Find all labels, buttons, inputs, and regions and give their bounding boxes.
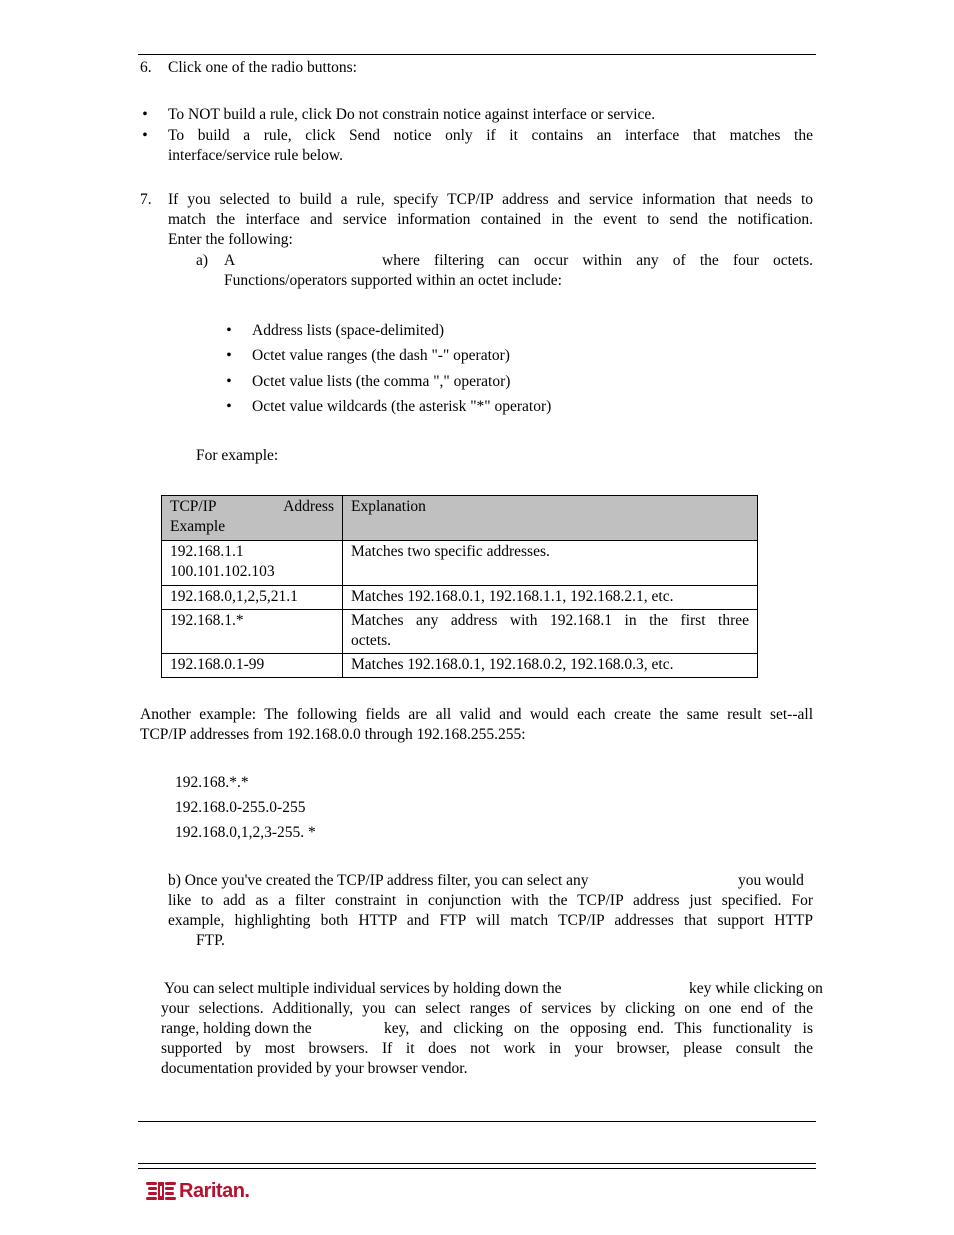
footer-rule-double-b (138, 1168, 816, 1169)
footer-rule-top (138, 1121, 816, 1122)
header-text: TCP/IP (170, 498, 217, 515)
part-b-line1-b: you would (738, 872, 804, 889)
part-b-line3: example, highlighting both HTTP and FTP will match TCP/IP addresses that support HTTP (168, 912, 813, 929)
step7-a-marker: a) (196, 252, 209, 269)
footer-rule-double-a (138, 1163, 816, 1164)
header-rule (138, 54, 816, 55)
another-example-line2: TCP/IP addresses from 192.168.0.0 through 192.168.255.255: (140, 726, 526, 743)
step7-line3: Enter the following: (168, 231, 293, 248)
table-cell (343, 541, 758, 586)
bullet-icon (225, 347, 233, 365)
note-line3-a: range, holding down the (161, 1020, 312, 1037)
table-cell (343, 610, 758, 654)
step6-option-2-cont: interface/service rule below. (168, 147, 343, 164)
step7-number: 7. (140, 191, 152, 208)
table-cell: 192.168.0,1,2,5,21.1 (162, 586, 343, 610)
raritan-logo-text: Raritan. (179, 1179, 250, 1202)
bullet-icon (141, 106, 149, 124)
step6-option-2: To build a rule, click Send notice only if it contains an interface that matches the (168, 127, 813, 144)
cell-text: Matches two specific addresses. (351, 543, 550, 560)
table-header-row (162, 496, 758, 541)
table-cell (162, 541, 343, 586)
operator-item: Address lists (space-delimited) (252, 322, 444, 339)
table-row (162, 586, 758, 610)
table-cell: Matches 192.168.0.1, 192.168.0.2, 192.168.0.3, etc. (343, 654, 758, 678)
tcpip-example-table (161, 495, 758, 678)
part-b-line2: like to add as a filter constraint in conjunction with the TCP/IP address just specified. For (168, 892, 813, 909)
example-address: 192.168.0,1,2,3-255. * (175, 824, 316, 841)
table-cell: Matches 192.168.0.1, 192.168.1.1, 192.168.2.1, etc. (343, 586, 758, 610)
header-text: Address (283, 498, 334, 515)
note-line4: supported by most browsers. If it does not work in your browser, please consult the (161, 1040, 813, 1057)
table-row (162, 541, 758, 586)
for-example-label: For example: (196, 447, 279, 464)
step7-line1: If you selected to build a rule, specify TCP/IP address and service information that needs to (168, 191, 813, 208)
bullet-icon (225, 398, 233, 416)
step6-text: Click one of the radio buttons: (168, 59, 357, 76)
note-line1-b: key while clicking on (689, 980, 823, 997)
part-b-line1-a: b) Once you've created the TCP/IP address filter, you can select any (168, 872, 589, 889)
note-line5: documentation provided by your browser vendor. (161, 1060, 468, 1077)
note-line2: your selections. Additionally, you can select ranges of services by clicking on one end of the (161, 1000, 813, 1017)
cell-text: 100.101.102.103 (170, 563, 275, 580)
cell-text: 192.168.1.1 (170, 543, 244, 560)
operator-item: Octet value ranges (the dash "-" operator) (252, 347, 510, 364)
table-row (162, 654, 758, 678)
operator-item: Octet value lists (the comma "," operator) (252, 373, 511, 390)
table-header-explanation: Explanation (343, 496, 758, 541)
table-cell: 192.168.0.1-99 (162, 654, 343, 678)
step6-option-1: To NOT build a rule, click Do not constrain notice against interface or service. (168, 106, 656, 123)
bullet-icon (141, 127, 149, 145)
header-text: Example (170, 518, 226, 535)
cell-text: Matches any address with 192.168.1 in the first three (351, 612, 749, 629)
note-line3-b: key, and clicking on the opposing end. This functionality is (384, 1020, 813, 1037)
part-b-line4: FTP. (196, 932, 225, 949)
bullet-icon (225, 373, 233, 391)
step7-a-word: A (224, 252, 236, 269)
another-example-line1: Another example: The following fields are all valid and would each create the same result set--all (140, 706, 813, 723)
bullet-icon (225, 322, 233, 340)
table-header-address (162, 496, 343, 541)
table-cell: 192.168.1.* (162, 610, 343, 654)
operator-item: Octet value wildcards (the asterisk "*" operator) (252, 398, 552, 415)
raritan-logo (146, 1179, 249, 1203)
note-line1-a: You can select multiple individual services by holding down the (164, 980, 562, 997)
raritan-mark-icon (146, 1180, 176, 1202)
step7-a-rest: where filtering can occur within any of the four octets. (382, 252, 813, 269)
cell-text: octets. (351, 632, 392, 649)
example-address: 192.168.*.* (175, 774, 249, 791)
table-row (162, 610, 758, 654)
example-address: 192.168.0-255.0-255 (175, 799, 306, 816)
step7-a-line2: Functions/operators supported within an octet include: (224, 272, 562, 289)
step6-number: 6. (140, 59, 152, 76)
step7-line2: match the interface and service information contained in the event to send the notification. (168, 211, 813, 228)
